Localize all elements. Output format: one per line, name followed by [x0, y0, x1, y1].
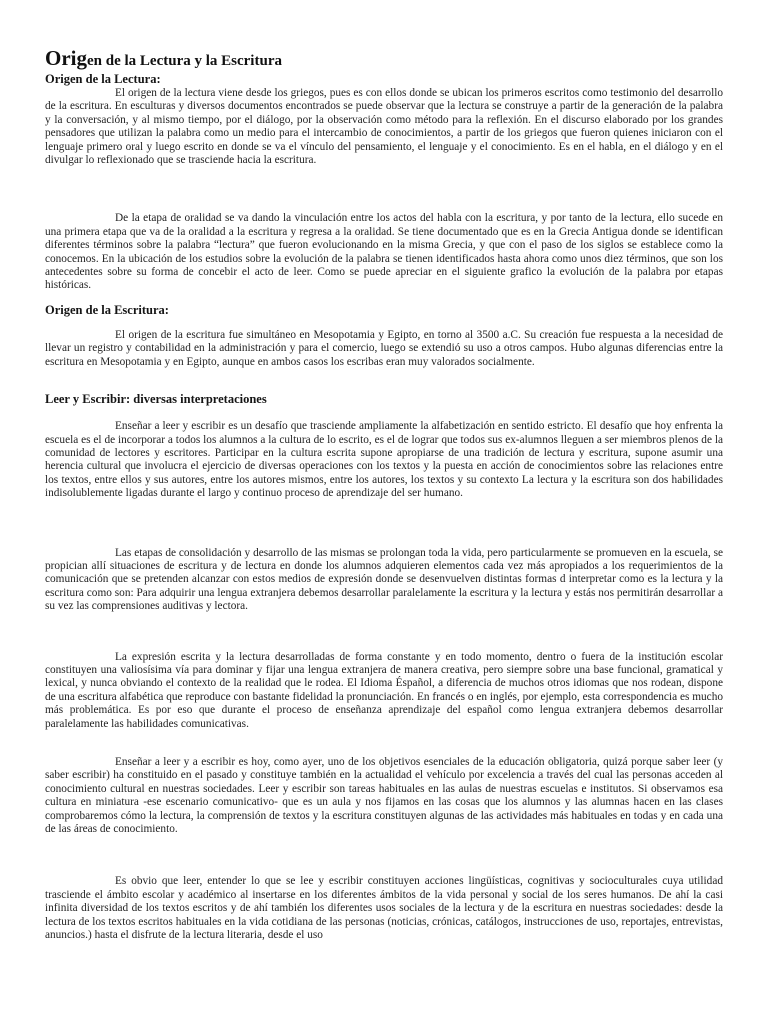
paragraph-origen-escritura: El origen de la escritura fue simultáneo en Mesopotamia y Egipto, en torno al 3500 a.C. Su creación fue respuesta a la necesidad de llevar un registro y contabilidad en la administración y para el comercio, luego se extendió su uso a otros campos. Hubo algunas diferencias entre la escritura en Mesopotamia y en Egipto, aunque en ambos casos los escribas eran muy valorados socialmente.	[45, 328, 723, 368]
paragraph-etapas-consolidacion: Las etapas de consolidación y desarrollo de las mismas se prolongan toda la vida, pero particularmente se promueven en la escuela, se propician allí situaciones de escritura y de lectura en donde los alumnos adquieren elementos cada vez más apropiados a los requerimientos de la comunicación que se pretenden alcanzar con estos medios de expresión donde se desenvuelven distintas formas d interpretar como es la lectura y la escritura como son: Para adquirir una lengua extranjera debemos desarrollar paralelamente la escritura y la lectura y estás nos permitirán desarrollar a su vez las comprensiones auditivas y lectora.	[45, 546, 723, 613]
document-title	[45, 44, 723, 72]
paragraph-origen-lectura: El origen de la lectura viene desde los griegos, pues es con ellos donde se ubican los primeros escritos como testimonio del desarrollo de la escritura. En esculturas y diversos documentos encontrados se puede observar que la lectura se construye a partir de la generación de la palabra y la conversación, y al mismo tiempo, por el diálogo, por la observación como método para la reflexión. En el discurso elaborado por los grandes pensadores que utilizan la palabra como un medio para el intercambio de conocimientos, a partir de los griegos que fueron quienes iniciaron con el lenguaje primero oral y luego escrito en donde se va el vínculo del pensamiento, el lenguaje y el conocimiento. Es en el habla, en el diálogo y en el divulgar lo reflexionado que se trasciende hacia la escritura.	[45, 87, 723, 167]
paragraph-ensenar-hoy: Enseñar a leer y a escribir es hoy, como ayer, uno de los objetivos esenciales de la educación obligatoria, quizá porque saber leer (y saber escribir) ha constituido en el pasado y constituye también en la actualidad el vehículo por excelencia a través del cual las personas acceden al conocimiento cultural en nuestras sociedades. Leer y escribir son tareas habituales en las aulas de nuestras escuelas e institutos. Si observamos esa cultura en miniatura -ese escenario comunicativo- que es un aula y nos fijamos en las cosas que los alumnos y las alumnas hacen en las clases comprobaremos cómo la lectura, la comprensión de textos y la escritura constituyen algunas de las actividades más habituales en todas y en cada una de las áreas de conocimiento.	[45, 756, 723, 836]
paragraph-expresion-escrita: La expresión escrita y la lectura desarrolladas de forma constante y en todo momento, dentro o fuera de la institución escolar constituyen una valiosísima vía para dominar y fijar una lengua extranjera de manera creativa, pero siempre sobre una base funcional, gramatical y lexical, y nunca obviando el contexto de la realidad que le rodea. El Idioma Éspañol, a diferencia de muchos otros idiomas que nos rodean, dispone de una escritura alfabética que reproduce con bastante fidelidad la pronunciación. En francés o en inglés, por ejemplo, esta correspondencia es mucho más problemática. Es por eso que durante el proceso de enseñanza aprendizaje del español como lengua extranjera debemos desarrollar paralelamente las habilidades comunicativas.	[45, 650, 723, 730]
paragraph-es-obvio: Es obvio que leer, entender lo que se lee y escribir constituyen acciones lingüísticas, cognitivas y socioculturales cuya utilidad trasciende el ámbito escolar y académico al insertarse en los diferentes ámbitos de la vida personal y social de los seres humanos. De ahí la casi infinita diversidad de los textos escritos y de ahí también los diferentes usos sociales de la lectura y de la escritura en nuestras sociedades: desde la lectura de los textos escritos habituales en la vida cotidiana de las personas (noticias, crónicas, catálogos, instrucciones de uso, reportajes, entrevistas, anuncios.) hasta el disfrute de la lectura literaria, desde el uso	[45, 875, 723, 942]
paragraph-oralidad: De la etapa de oralidad se va dando la vinculación entre los actos del habla con la escritura, y por tanto de la lectura, ello sucede en una primera etapa que va de la oralidad a la escritura y regresa a la oralidad. Se tiene documentado que es en la Grecia Antigua donde se identifican diferentes términos sobre la palabra “lectura” que fueron evolucionando en la misma Grecia, y que con el paso de los siglos se establece como la conocemos. En la ubicación de los estudios sobre la evolución de la palabra se tienen identificados hasta ahora como unos diez términos, que son los antecedentes sobre su forma de concebir el acto de leer. Como se puede apreciar en el siguiente grafico la evolución de la palabra por etapas históricas.	[45, 212, 723, 292]
paragraph-ensenar-leer-escribir: Enseñar a leer y escribir es un desafío que trasciende ampliamente la alfabetización en sentido estricto. El desafío que hoy enfrenta la escuela es el de incorporar a todos los alumnos a la cultura de lo escrito, es el de lograr que todos sus ex-alumnos lleguen a ser miembros plenos de la comunidad de lectores y escritores. Participar en la cultura escrita supone apropiarse de una tradición de lectura y escritura, supone asumir una herencia cultural que involucra el ejercicio de diversas operaciones con los textos y la puesta en acción de conocimientos sobre las relaciones entre los textos, entre ellos y sus autores, entre los autores mismos, entre los autores, los textos y su contexto La lectura y la escritura son dos habilidades indisolublemente ligadas durante el largo y continuo proceso de aprendizaje del ser humano.	[45, 420, 723, 500]
heading-origen-lectura: Origen de la Lectura:	[45, 72, 161, 86]
document-title-rest: en de la Lectura y la Escritura	[87, 53, 282, 69]
heading-origen-escritura: Origen de la Escritura:	[45, 302, 169, 317]
heading-leer-escribir-interpretaciones: Leer y Escribir: diversas interpretaciones	[45, 392, 267, 407]
document-title-lead: Orig	[45, 46, 87, 70]
